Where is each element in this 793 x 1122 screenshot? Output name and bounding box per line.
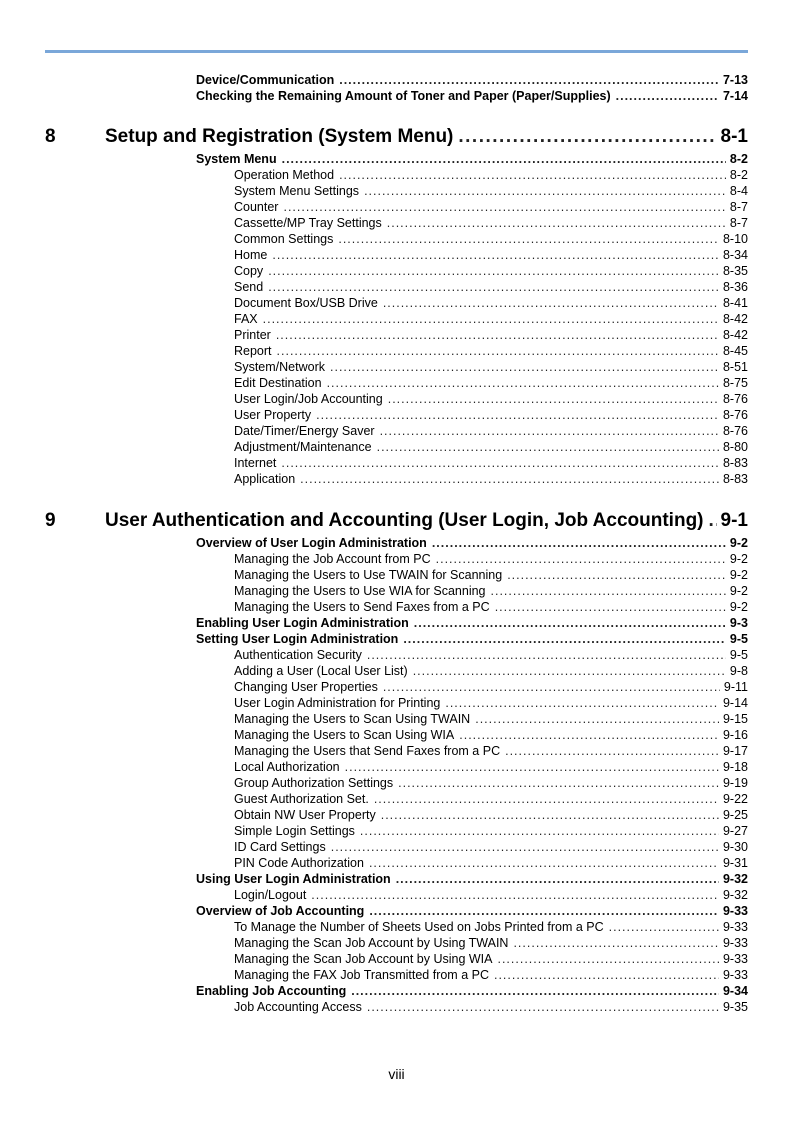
dot-leader bbox=[507, 567, 726, 583]
toc-subsection-entry[interactable] bbox=[234, 823, 748, 839]
toc-section-entry-page: 7-14 bbox=[722, 89, 748, 103]
toc-subsection-entry-title: Managing the Users that Send Faxes from a PC bbox=[234, 744, 501, 758]
toc-subsection-entry-page: 9-2 bbox=[729, 552, 748, 566]
toc-subsection-entry[interactable] bbox=[234, 231, 748, 247]
dot-leader bbox=[497, 951, 718, 967]
toc-subsection-entry-page: 9-33 bbox=[722, 952, 748, 966]
toc-subsection-entry-page: 8-76 bbox=[722, 408, 748, 422]
dot-leader bbox=[505, 743, 719, 759]
dot-leader bbox=[339, 72, 719, 88]
toc-subsection-entry[interactable] bbox=[234, 215, 748, 231]
toc-subsection-entry[interactable] bbox=[234, 647, 748, 663]
toc-subsection-entry-page: 8-4 bbox=[729, 184, 748, 198]
dot-leader bbox=[276, 327, 719, 343]
toc-subsection-entry-title: To Manage the Number of Sheets Used on Jobs Printed from a PC bbox=[234, 920, 604, 934]
dot-leader bbox=[369, 903, 719, 919]
toc-subsection-entry-page: 9-35 bbox=[722, 1000, 748, 1014]
toc-subsection-entry-page: 9-31 bbox=[722, 856, 748, 870]
toc-section-entry[interactable] bbox=[196, 535, 748, 551]
dot-leader bbox=[367, 999, 719, 1015]
toc-subsection-entry[interactable] bbox=[234, 663, 748, 679]
toc-subsection-entry[interactable] bbox=[234, 951, 748, 967]
toc-section-entry-title: Setting User Login Administration bbox=[196, 632, 399, 646]
dot-leader bbox=[413, 663, 726, 679]
toc-subsection-entry-page: 9-2 bbox=[729, 600, 748, 614]
toc-subsection-entry[interactable] bbox=[234, 263, 748, 279]
header-rule bbox=[45, 50, 748, 53]
toc-subsection-entry[interactable] bbox=[234, 295, 748, 311]
toc-section-entry-title: Overview of User Login Administration bbox=[196, 536, 427, 550]
toc-subsection-entry-page: 8-76 bbox=[722, 424, 748, 438]
toc-subsection-entry-page: 8-10 bbox=[722, 232, 748, 246]
dot-leader bbox=[380, 423, 719, 439]
toc-subsection-entry-title: Managing the Users to Use TWAIN for Scanning bbox=[234, 568, 503, 582]
toc-chapter-entry-title: User Authentication and Accounting (User Login, Job Accounting) bbox=[105, 510, 704, 531]
toc-subsection-entry-title: Managing the Scan Job Account by Using WIA bbox=[234, 952, 493, 966]
toc-subsection-entry-title: Internet bbox=[234, 456, 277, 470]
dot-leader bbox=[369, 855, 719, 871]
toc-subsection-entry-title: User Property bbox=[234, 408, 312, 422]
dot-leader bbox=[268, 279, 719, 295]
dot-leader bbox=[360, 823, 719, 839]
dot-leader bbox=[281, 455, 719, 471]
toc-subsection-entry-page: 9-2 bbox=[729, 584, 748, 598]
dot-leader bbox=[374, 791, 719, 807]
toc-subsection-entry-title: User Login Administration for Printing bbox=[234, 696, 441, 710]
dot-leader bbox=[513, 935, 719, 951]
dot-leader bbox=[263, 311, 719, 327]
toc-subsection-entry[interactable] bbox=[234, 999, 748, 1015]
toc-subsection-entry-title: Report bbox=[234, 344, 272, 358]
toc-subsection-entry-page: 9-25 bbox=[722, 808, 748, 822]
toc-chapter-entry[interactable] bbox=[105, 508, 748, 534]
toc-subsection-entry[interactable] bbox=[234, 935, 748, 951]
toc-section-entry-title: Checking the Remaining Amount of Toner and Paper (Paper/Supplies) bbox=[196, 89, 611, 103]
toc-subsection-entry-page: 8-83 bbox=[722, 472, 748, 486]
toc-subsection-entry[interactable] bbox=[234, 919, 748, 935]
dot-leader bbox=[277, 343, 719, 359]
toc-subsection-entry[interactable] bbox=[234, 471, 748, 487]
toc-subsection-entry-page: 8-80 bbox=[722, 440, 748, 454]
toc-subsection-entry-title: Copy bbox=[234, 264, 264, 278]
toc-section-entry[interactable] bbox=[196, 631, 748, 647]
dot-leader bbox=[327, 375, 719, 391]
toc-section-entry-page: 9-34 bbox=[722, 984, 748, 998]
dot-leader bbox=[377, 439, 719, 455]
toc-subsection-entry[interactable] bbox=[234, 439, 748, 455]
toc-section-entry[interactable] bbox=[196, 72, 748, 88]
dot-leader bbox=[345, 759, 719, 775]
toc-subsection-entry-page: 9-15 bbox=[722, 712, 748, 726]
dot-leader bbox=[268, 263, 719, 279]
dot-leader bbox=[272, 247, 719, 263]
toc-subsection-entry-page: 8-34 bbox=[722, 248, 748, 262]
toc-subsection-entry[interactable] bbox=[234, 423, 748, 439]
toc-subsection-entry-page: 9-33 bbox=[722, 936, 748, 950]
toc-subsection-entry-title: Simple Login Settings bbox=[234, 824, 355, 838]
toc-subsection-entry-page: 9-32 bbox=[722, 888, 748, 902]
toc-subsection-entry-title: Document Box/USB Drive bbox=[234, 296, 378, 310]
toc-subsection-entry[interactable] bbox=[234, 679, 748, 695]
toc-subsection-entry-page: 9-8 bbox=[729, 664, 748, 678]
toc-subsection-entry-title: Authentication Security bbox=[234, 648, 362, 662]
toc-subsection-entry-title: Cassette/MP Tray Settings bbox=[234, 216, 382, 230]
toc-subsection-entry-title: Home bbox=[234, 248, 268, 262]
toc-subsection-entry-page: 9-27 bbox=[722, 824, 748, 838]
dot-leader bbox=[616, 88, 719, 104]
toc-subsection-entry-title: Changing User Properties bbox=[234, 680, 378, 694]
toc-subsection-entry[interactable] bbox=[234, 807, 748, 823]
toc-subsection-entry[interactable] bbox=[234, 567, 748, 583]
toc-subsection-entry-page: 9-33 bbox=[722, 920, 748, 934]
toc-subsection-entry-page: 8-83 bbox=[722, 456, 748, 470]
toc-subsection-entry[interactable] bbox=[234, 167, 748, 183]
toc-chapter-entry[interactable] bbox=[105, 124, 748, 150]
toc-subsection-entry-page: 9-22 bbox=[722, 792, 748, 806]
toc-subsection-entry-title: Adding a User (Local User List) bbox=[234, 664, 408, 678]
toc-subsection-entry[interactable] bbox=[234, 407, 748, 423]
toc-subsection-entry[interactable] bbox=[234, 743, 748, 759]
toc-subsection-entry-page: 9-5 bbox=[729, 648, 748, 662]
toc-section-entry-title: System Menu bbox=[196, 152, 277, 166]
toc-subsection-entry-title: Guest Authorization Set. bbox=[234, 792, 369, 806]
toc-section-entry-page: 9-33 bbox=[722, 904, 748, 918]
page-number: viii bbox=[388, 1066, 405, 1082]
dot-leader bbox=[283, 199, 725, 215]
toc-section-entry[interactable] bbox=[196, 903, 748, 919]
toc-section-entry-page: 9-32 bbox=[722, 872, 748, 886]
toc-subsection-entry-title: System/Network bbox=[234, 360, 325, 374]
toc-subsection-entry[interactable] bbox=[234, 551, 748, 567]
toc-subsection-entry-title: Common Settings bbox=[234, 232, 334, 246]
dot-leader bbox=[300, 471, 719, 487]
toc-subsection-entry[interactable] bbox=[234, 599, 748, 615]
toc-subsection-entry-page: 8-75 bbox=[722, 376, 748, 390]
toc-subsection-entry-page: 9-19 bbox=[722, 776, 748, 790]
dot-leader bbox=[709, 508, 717, 534]
toc-subsection-entry-page: 8-2 bbox=[729, 168, 748, 182]
toc-section-entry-title: Enabling Job Accounting bbox=[196, 984, 347, 998]
dot-leader bbox=[388, 391, 719, 407]
dot-leader bbox=[494, 967, 719, 983]
dot-leader bbox=[609, 919, 719, 935]
toc-subsection-entry[interactable] bbox=[234, 711, 748, 727]
toc-subsection-entry-title: Printer bbox=[234, 328, 271, 342]
toc-subsection-entry-page: 9-2 bbox=[729, 568, 748, 582]
toc-subsection-entry[interactable] bbox=[234, 839, 748, 855]
toc-subsection-entry-page: 8-42 bbox=[722, 328, 748, 342]
toc-subsection-entry-page: 9-17 bbox=[722, 744, 748, 758]
toc-subsection-entry[interactable] bbox=[234, 855, 748, 871]
dot-leader bbox=[458, 124, 716, 150]
toc-subsection-entry-page: 9-14 bbox=[722, 696, 748, 710]
toc-section-entry[interactable] bbox=[196, 88, 748, 104]
toc-chapter-entry-page: 9-1 bbox=[720, 510, 748, 531]
dot-leader bbox=[351, 983, 719, 999]
toc-subsection-entry-title: Send bbox=[234, 280, 264, 294]
toc-subsection-entry-title: Managing the Users to Send Faxes from a PC bbox=[234, 600, 490, 614]
toc-section-entry-page: 9-2 bbox=[729, 536, 748, 550]
toc-subsection-entry-page: 9-16 bbox=[722, 728, 748, 742]
toc-chapter-entry-title: Setup and Registration (System Menu) bbox=[105, 126, 454, 147]
dot-leader bbox=[396, 871, 719, 887]
toc-section-entry-title: Using User Login Administration bbox=[196, 872, 391, 886]
toc-subsection-entry-title: Operation Method bbox=[234, 168, 335, 182]
toc-subsection-entry-page: 8-7 bbox=[729, 216, 748, 230]
dot-leader bbox=[282, 151, 726, 167]
dot-leader bbox=[338, 231, 719, 247]
toc-subsection-entry[interactable] bbox=[234, 279, 748, 295]
toc-subsection-entry-page: 8-45 bbox=[722, 344, 748, 358]
toc-subsection-entry-page: 8-36 bbox=[722, 280, 748, 294]
toc-section-entry[interactable] bbox=[196, 983, 748, 999]
dot-leader bbox=[330, 359, 719, 375]
toc-subsection-entry-title: Obtain NW User Property bbox=[234, 808, 376, 822]
toc-subsection-entry-title: Managing the Users to Scan Using WIA bbox=[234, 728, 455, 742]
toc-subsection-entry-title: User Login/Job Accounting bbox=[234, 392, 383, 406]
toc-subsection-entry-title: Managing the Job Account from PC bbox=[234, 552, 431, 566]
toc-subsection-entry-title: Date/Timer/Energy Saver bbox=[234, 424, 375, 438]
toc-subsection-entry-page: 9-30 bbox=[722, 840, 748, 854]
toc-subsection-entry-title: Group Authorization Settings bbox=[234, 776, 394, 790]
toc-subsection-entry[interactable] bbox=[234, 455, 748, 471]
toc-subsection-entry[interactable] bbox=[234, 343, 748, 359]
dot-leader bbox=[475, 711, 719, 727]
toc-subsection-entry-title: Managing the Users to Scan Using TWAIN bbox=[234, 712, 471, 726]
dot-leader bbox=[491, 583, 726, 599]
toc-subsection-entry-page: 8-42 bbox=[722, 312, 748, 326]
toc-subsection-entry[interactable] bbox=[234, 311, 748, 327]
toc-subsection-entry-page: 8-51 bbox=[722, 360, 748, 374]
toc-section-entry-page: 9-5 bbox=[729, 632, 748, 646]
chapter-number: 9 bbox=[45, 510, 56, 531]
toc-subsection-entry-page: 8-7 bbox=[729, 200, 748, 214]
dot-leader bbox=[364, 183, 726, 199]
toc-section-entry-page: 9-3 bbox=[729, 616, 748, 630]
dot-leader bbox=[387, 215, 726, 231]
toc-subsection-entry[interactable] bbox=[234, 375, 748, 391]
toc-chapter-entry-page: 8-1 bbox=[720, 126, 748, 147]
toc-subsection-entry-title: Job Accounting Access bbox=[234, 1000, 362, 1014]
toc-subsection-entry[interactable] bbox=[234, 967, 748, 983]
toc-subsection-entry-title: Login/Logout bbox=[234, 888, 307, 902]
dot-leader bbox=[311, 887, 719, 903]
dot-leader bbox=[383, 295, 719, 311]
toc-section-entry-title: Overview of Job Accounting bbox=[196, 904, 365, 918]
toc-section-entry-title: Device/Communication bbox=[196, 73, 335, 87]
toc-subsection-entry-title: Managing the FAX Job Transmitted from a PC bbox=[234, 968, 489, 982]
toc-subsection-entry-page: 8-76 bbox=[722, 392, 748, 406]
dot-leader bbox=[367, 647, 726, 663]
toc-subsection-entry-title: Edit Destination bbox=[234, 376, 322, 390]
dot-leader bbox=[316, 407, 719, 423]
toc-subsection-entry[interactable] bbox=[234, 391, 748, 407]
dot-leader bbox=[403, 631, 726, 647]
toc-subsection-entry[interactable] bbox=[234, 759, 748, 775]
toc-subsection-entry-page: 8-41 bbox=[722, 296, 748, 310]
dot-leader bbox=[495, 599, 726, 615]
toc-subsection-entry-title: System Menu Settings bbox=[234, 184, 360, 198]
toc-subsection-entry[interactable] bbox=[234, 887, 748, 903]
dot-leader bbox=[445, 695, 719, 711]
toc-subsection-entry-title: Managing the Users to Use WIA for Scanning bbox=[234, 584, 486, 598]
toc-subsection-entry-title: Application bbox=[234, 472, 296, 486]
toc-subsection-entry[interactable] bbox=[234, 695, 748, 711]
toc-section-entry-page: 8-2 bbox=[729, 152, 748, 166]
dot-leader bbox=[436, 551, 726, 567]
toc-subsection-entry-page: 8-35 bbox=[722, 264, 748, 278]
chapter-number: 8 bbox=[45, 126, 56, 147]
dot-leader bbox=[339, 167, 726, 183]
toc-section-entry[interactable] bbox=[196, 871, 748, 887]
toc-section-entry-page: 7-13 bbox=[722, 73, 748, 87]
toc-section-entry[interactable] bbox=[196, 615, 748, 631]
toc-subsection-entry[interactable] bbox=[234, 727, 748, 743]
toc-subsection-entry[interactable] bbox=[234, 247, 748, 263]
toc-subsection-entry-page: 9-18 bbox=[722, 760, 748, 774]
toc-section-entry[interactable] bbox=[196, 151, 748, 167]
dot-leader bbox=[331, 839, 719, 855]
toc-subsection-entry-title: Counter bbox=[234, 200, 279, 214]
dot-leader bbox=[398, 775, 719, 791]
toc-subsection-entry[interactable] bbox=[234, 199, 748, 215]
dot-leader bbox=[459, 727, 719, 743]
toc-subsection-entry-title: Local Authorization bbox=[234, 760, 340, 774]
toc-subsection-entry[interactable] bbox=[234, 327, 748, 343]
toc-subsection-entry[interactable] bbox=[234, 583, 748, 599]
toc-subsection-entry[interactable] bbox=[234, 791, 748, 807]
toc-subsection-entry-title: Managing the Scan Job Account by Using TWAIN bbox=[234, 936, 509, 950]
dot-leader bbox=[414, 615, 726, 631]
toc-subsection-entry-title: ID Card Settings bbox=[234, 840, 326, 854]
toc-subsection-entry-title: Adjustment/Maintenance bbox=[234, 440, 372, 454]
dot-leader bbox=[383, 679, 720, 695]
toc-subsection-entry-page: 9-33 bbox=[722, 968, 748, 982]
toc-subsection-entry[interactable] bbox=[234, 359, 748, 375]
dot-leader bbox=[432, 535, 726, 551]
toc-subsection-entry-title: PIN Code Authorization bbox=[234, 856, 364, 870]
toc-subsection-entry-page: 9-11 bbox=[723, 680, 748, 694]
toc-section-entry-title: Enabling User Login Administration bbox=[196, 616, 409, 630]
dot-leader bbox=[381, 807, 719, 823]
toc-subsection-entry[interactable] bbox=[234, 775, 748, 791]
toc-subsection-entry-title: FAX bbox=[234, 312, 258, 326]
toc-subsection-entry[interactable] bbox=[234, 183, 748, 199]
